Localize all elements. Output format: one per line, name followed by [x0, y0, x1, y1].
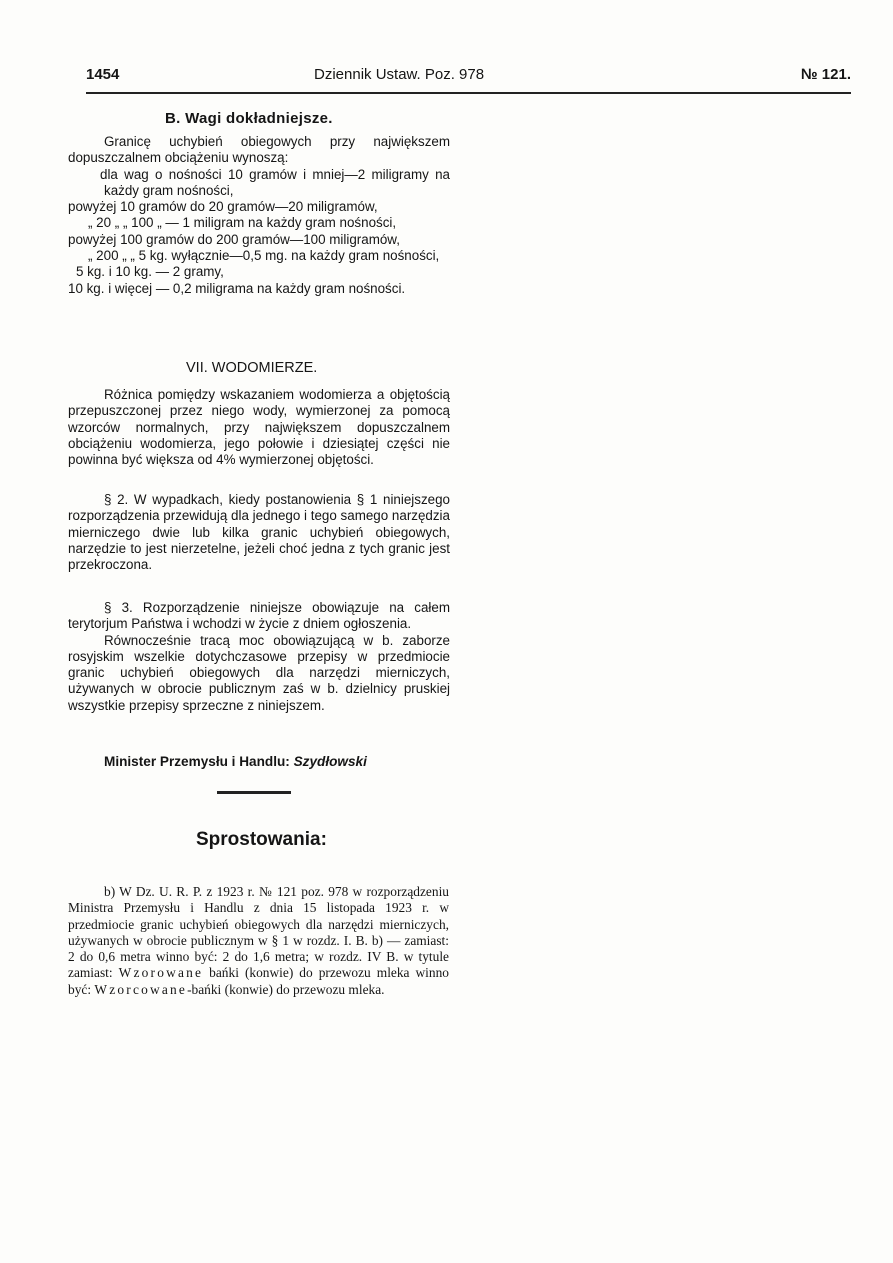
correction-text-a: b) W Dz. U. R. P. z 1923 r. № 121 poz. 978 w rozporządzeniu Ministra Przemysłu i Handlu z dnia 15 listopada 1923 r. w przedmiocie granic uchybień obiegowych dla narzędzi mierniczych, używanych w obrocie publicznym w § 1 w rozdz. I. B. b) — zamiast: 2 do 0,6 metra winno być: 2 do 1,6 metra; w rozdz. IV B. w tytule zamiast:: [68, 884, 449, 981]
tolerance-line-6: 5 kg. i 10 kg. — 2 gramy,: [76, 264, 224, 280]
page-header: [86, 66, 851, 92]
tolerance-line-1: dla wag o nośności 10 gramów i mniej—2 miligramy na każdy gram nośności,: [100, 166, 450, 198]
tolerance-line-5: „ 200 „ „ 5 kg. wyłącznie—0,5 mg. na każdy gram nośności,: [88, 248, 440, 264]
correction-text-c: -bańki (konwie) do przewozu mleka.: [187, 981, 385, 997]
tolerance-line-3: „ 20 „ „ 100 „ — 1 miligram na każdy gram nośności,: [88, 215, 397, 231]
page-number: 1454: [86, 66, 120, 83]
issue-number: № 121.: [800, 66, 851, 83]
tolerance-line-2: powyżej 10 gramów do 20 gramów—20 miligramów,: [68, 199, 378, 215]
water-meter-paragraph: Różnica pomiędzy wskazaniem wodomierza a objętością przepuszczonej przez niego wody, wymierzonej za pomocą wzorców normalnych, przy największem dopuszczalnem obciążeniu wodomierza, jego połowie i dziesiątej części nie powinna być większa od 4% wymierzonej objętości.: [68, 387, 450, 468]
section-b-heading: B. Wagi dokładniejsze.: [165, 110, 333, 127]
signature: [104, 754, 367, 769]
paragraph-3-continuation: Równocześnie tracą moc obowiązującą w b. zaborze rosyjskim wszelkie dotychczasowe przepisy w przedmiocie granic uchybień obiegowych dla narzędzi mierniczych, używanych w obrocie publicznym zaś w b. dzielnicy pruskiej wszystkie przepisy sprzeczne z niniejszem.: [68, 632, 450, 713]
paragraph-2-body: [68, 492, 450, 573]
section-divider: [217, 791, 291, 794]
section-b-intro: Granicę uchybień obiegowych przy największem dopuszczalnem obciążeniu wynoszą:: [68, 134, 450, 166]
signature-name: Szydłowski: [293, 754, 367, 769]
signature-role: Minister Przemysłu i Handlu:: [104, 754, 290, 769]
correction-spaced-2: Wzorcowane: [94, 981, 188, 997]
section-vii-heading: VII. WODOMIERZE.: [186, 360, 318, 376]
paragraph-3-body: [68, 600, 450, 714]
section-b-body: [68, 134, 450, 297]
journal-title: Dziennik Ustaw. Poz. 978: [314, 66, 485, 83]
tolerance-line-4: powyżej 100 gramów do 200 gramów—100 miligramów,: [68, 231, 400, 247]
tolerance-line-7: 10 kg. i więcej — 0,2 miligrama na każdy gram nośności.: [68, 280, 406, 296]
header-rule: [86, 92, 851, 94]
paragraph-3: § 3. Rozporządzenie niniejsze obowiązuje na całem terytorjum Państwa i wchodzi w życie z dniem ogłoszenia.: [68, 600, 450, 632]
correction-spaced-1: Wzorowane: [118, 965, 204, 981]
correction-text-b: bańki (konwie) do przewozu mleka winno być:: [68, 965, 449, 997]
corrections-heading: Sprostowania:: [196, 829, 327, 850]
section-vii-body: [68, 387, 450, 468]
paragraph-2: § 2. W wypadkach, kiedy postanowienia § 1 niniejszego rozporządzenia przewidują dla jednego i tego samego narzędzia mierniczego dwie lub kilka granic uchybień obiegowych, narzędzie to jest nierzetelne, jeżeli choć jedna z tych granic jest przekroczona.: [68, 492, 450, 573]
correction-b: [68, 884, 449, 998]
corrections-body: [68, 884, 449, 998]
